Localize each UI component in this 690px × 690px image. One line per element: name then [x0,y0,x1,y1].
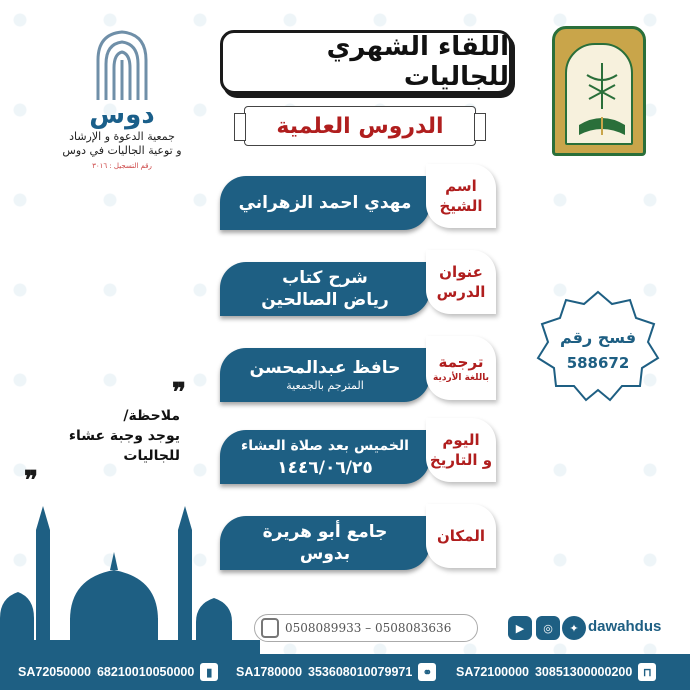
note-box [24,378,194,496]
lesson-value-tile [220,262,430,316]
date-label-tile [426,418,496,482]
quote-close-icon: ❞ [24,466,38,496]
instagram-icon[interactable]: ◎ [536,616,560,640]
bank-account-3 [456,663,656,681]
lesson-label: عنوان [439,263,483,281]
bank-3-iban: SA72100000 [456,665,529,679]
note-line-2: يوجد وجبة عشاء [68,428,180,444]
phone-numbers: 0508089933 – 0508083636 [285,621,452,635]
lesson-title-1: شرح كتاب [282,268,368,288]
poster-title: اللقاء الشهري للجاليات [326,32,509,92]
ministry-logo-icon [552,26,646,156]
translation-language: باللغة الأردية [433,373,489,383]
place-row [220,516,500,570]
permit-badge [534,288,662,404]
twitter-icon[interactable]: ✦ [562,616,586,640]
arch-logo-icon [92,30,152,100]
youtube-icon[interactable]: ▶ [508,616,532,640]
bank-3-logo-icon: ⊓ [638,663,656,681]
day-label: اليوم [442,431,480,449]
org-logo [62,30,182,190]
hijri-date: ١٤٤٦/٠٦/٢٥ [277,458,373,478]
translator-role: المترجم بالجمعية [286,379,364,392]
translation-row [220,348,500,402]
lesson-row [220,262,500,316]
bank-1-logo-icon: ▮ [200,663,218,681]
bank-1-iban: SA72050000 [18,665,91,679]
date-row [220,430,500,484]
translator-name: حافظ عبدالمحسن [249,358,401,378]
place-label: المكان [437,527,485,545]
bank-3-number: 30851300000200 [534,665,633,679]
date-label: و التاريخ [429,451,493,469]
sheikh-label-2: الشيخ [439,197,483,215]
bank-accounts-bar [0,654,690,690]
note-line-1: ملاحظة/ [123,408,180,424]
subtitle-text: الدروس العلمية [276,113,444,139]
contact-bar [254,612,666,644]
sheikh-value-tile [220,176,430,230]
social-handle[interactable]: dawahdus [588,618,662,635]
org-registration: رقم التسجيل : ٣٠١٦ [92,162,152,170]
sheikh-row [220,176,500,230]
phone-icon [261,618,279,638]
org-line-2: و توعية الجاليات في دوس [62,144,182,157]
mosque-name: جامع أبو هريرة [262,522,388,542]
lesson-title-2: رياض الصالحين [261,290,389,310]
permit-number: 588672 [566,354,630,372]
org-name: دوس [89,100,155,130]
bank-account-2 [236,663,436,681]
translation-value-tile [220,348,430,402]
phone-pill[interactable] [254,614,478,642]
sheikh-name: مهدي احمد الزهراني [238,193,412,213]
bank-2-number: 353608010079971 [308,665,413,679]
quote-open-icon: ❞ [172,378,186,408]
org-line-1: جمعية الدعوة و الإرشاد [69,130,175,143]
translation-label: ترجمة [438,353,484,371]
bank-account-1 [18,663,218,681]
permit-label: فسح رقم [559,328,637,347]
sheikh-label: اسم [445,177,477,195]
lesson-label-tile [426,250,496,314]
day-time: الخميس بعد صلاة العشاء [241,438,409,454]
mosque-silhouette-icon [0,500,260,654]
note-text [30,406,180,466]
bank-2-iban: SA1780000 [236,665,303,679]
sheikh-label-tile [426,164,496,228]
date-value-tile [220,430,430,484]
place-label-tile [426,504,496,568]
poster-title-box [220,30,512,94]
note-line-3: للجاليات [123,448,180,464]
translation-label-tile [426,336,496,400]
bank-1-number: 68210010050000 [96,665,195,679]
bank-2-logo-icon: ⚭ [418,663,436,681]
lesson-label-2: الدرس [436,283,486,301]
place-city: بدوس [299,544,351,564]
subtitle-banner [244,106,476,146]
